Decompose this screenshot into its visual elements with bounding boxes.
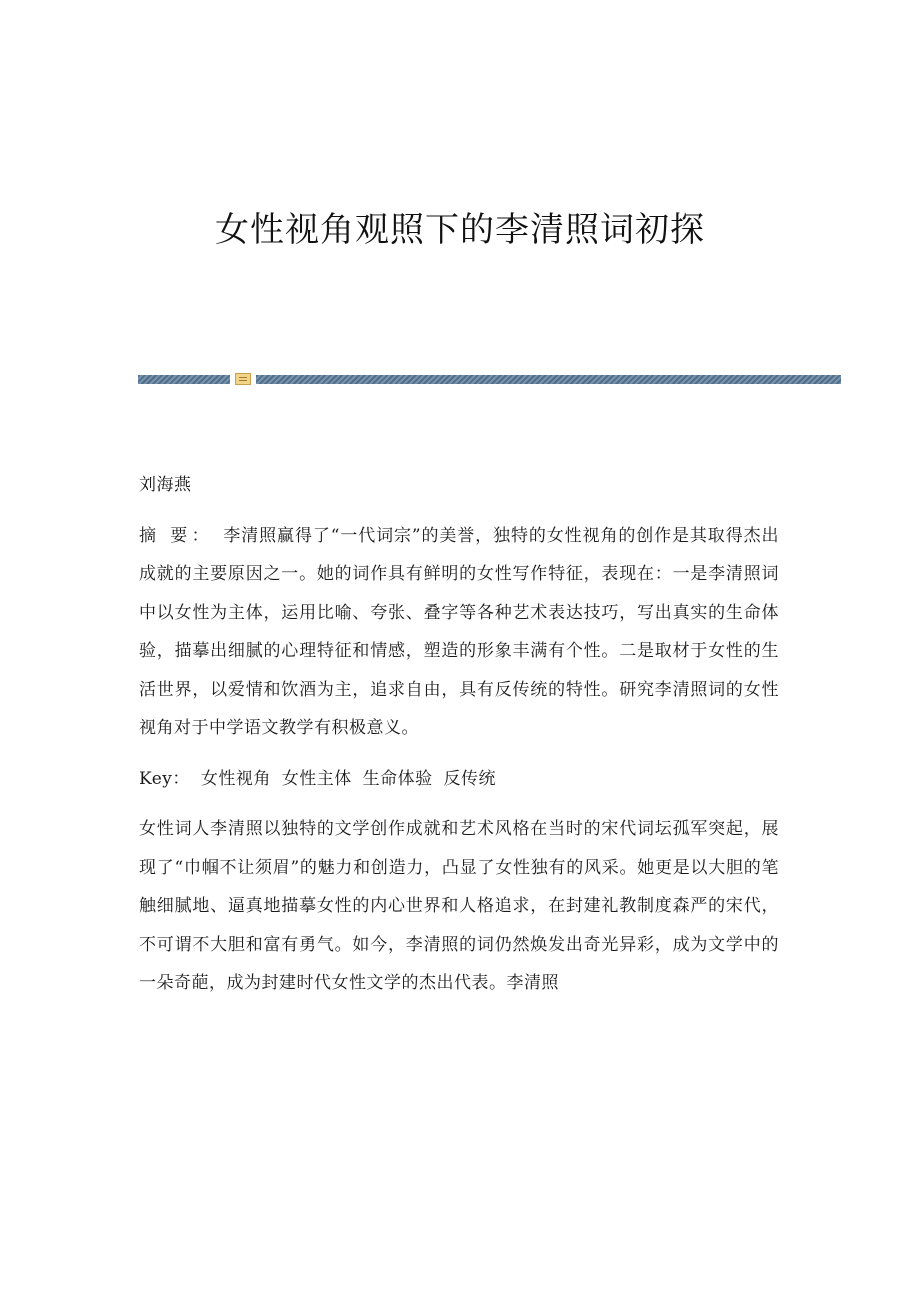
abstract-text: 李清照赢得了“一代词宗”的美誉，独特的女性视角的创作是其取得杰出成就的主要原因之一。她的词作具有鲜明的女性写作特征，表现在：一是李清照词中以女性为主体，运用比喻、夸张、叠字等各种艺术表达技巧，写出真实的生命体验，描摹出细腻的心理特征和情感，塑造的形象丰满有个性。二是取材于女性的生活世界，以爱情和饮酒为主，追求自由，具有反传统的特性。研究李清照词的女性视角对于中学语文教学有积极意义。 (139, 525, 779, 738)
keywords-line (139, 760, 779, 799)
keyword-item: 女性主体 (281, 768, 352, 789)
keyword-item: 反传统 (443, 768, 497, 789)
keyword-item: 女性视角 (200, 768, 271, 789)
abstract-paragraph (139, 517, 779, 748)
body-paragraph: 女性词人李清照以独特的文学创作成就和艺术风格在当时的宋代词坛孤军突起，展现了“巾帼不让须眉”的魅力和创造力，凸显了女性独有的风采。她更是以大胆的笔触细腻地、逼真地描摹女性的内心世界和人格追求，在封建礼教制度森严的宋代，不可谓不大胆和富有勇气。如今，李清照的词仍然焕发出奇光异彩，成为文学中的一朵奇葩，成为封建时代女性文学的杰出代表。李清照 (139, 819, 779, 993)
author-name: 刘海燕 (139, 475, 192, 495)
abstract-label: 摘 要： (139, 525, 213, 546)
document-content (139, 466, 779, 1003)
keyword-item: 生命体验 (362, 768, 433, 789)
divider-bar-right (256, 375, 841, 384)
document-title: 女性视角观照下的李清照词初探 (215, 210, 705, 250)
keywords-label: Key： (139, 768, 190, 789)
title-divider (138, 375, 841, 384)
divider-ornament-icon (235, 373, 251, 385)
divider-bar-left (138, 375, 230, 384)
